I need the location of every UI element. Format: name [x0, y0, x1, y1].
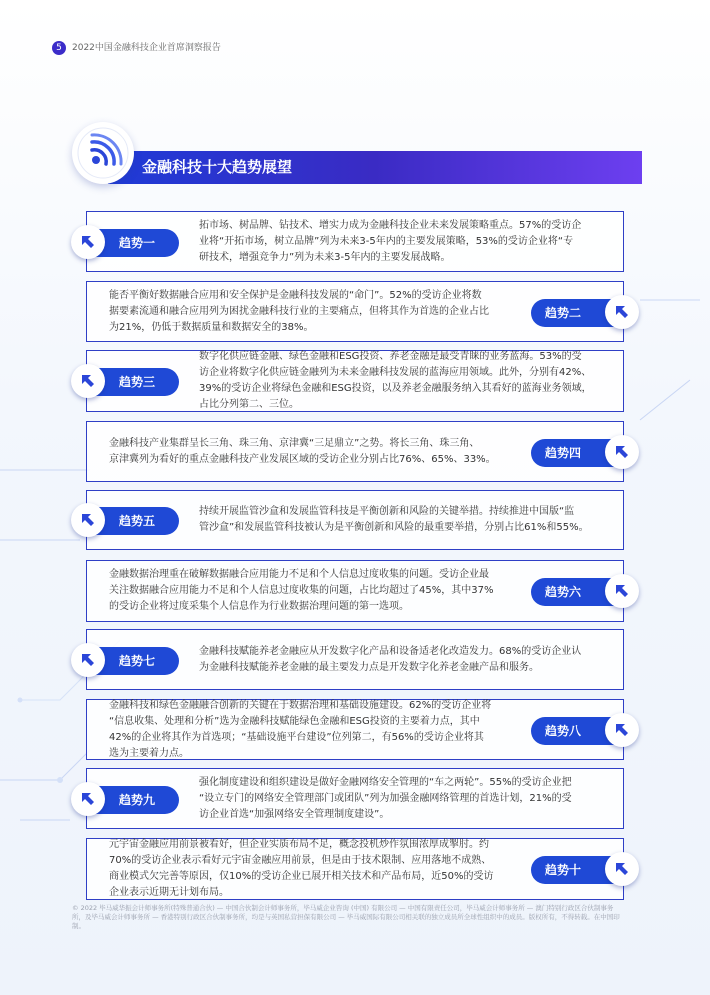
trend-description — [109, 422, 521, 481]
trend-label: 趋势九 — [119, 792, 156, 807]
trend-badge — [531, 717, 637, 745]
trend-description-line: 京津冀列为看好的重点金融科技产业发展区域的受访企业分别占比76%、65%、33%。 — [109, 453, 496, 465]
trend-description-line: 占比分列第二、三位。 — [199, 399, 299, 410]
trend-badge — [73, 647, 179, 675]
trend-description-line: 商业模式欠完善等原因，仅10%的受访企业已展开相关技术和产品布局，近50%的受访 — [109, 871, 494, 882]
trend-description — [199, 630, 613, 689]
trend-badge — [73, 368, 179, 396]
trend-badge — [73, 786, 179, 814]
trend-label: 趋势一 — [119, 235, 156, 250]
trend-row — [86, 211, 624, 272]
trend-description-line: 选为主要着力点。 — [109, 747, 189, 759]
trend-label: 趋势五 — [119, 514, 156, 528]
arrow-up-left-icon — [605, 295, 639, 329]
arrow-up-left-icon — [605, 435, 639, 469]
trend-description-line: 39%的受访企业将绿色金融和ESG投资，以及养老金融服务纳入其看好的蓝海业务领域， — [199, 383, 592, 394]
trend-label: 趋势十 — [545, 863, 582, 877]
trend-description-line: 金融科技和绿色金融融合创新的关键在于数据治理和基础设施建设。62%的受访企业将 — [109, 699, 492, 711]
arrow-up-left-icon — [71, 643, 105, 677]
trend-row — [86, 699, 624, 760]
arrow-up-left-icon — [71, 364, 105, 398]
trend-badge — [531, 578, 637, 606]
trend-row — [86, 350, 624, 412]
trend-description — [199, 351, 613, 411]
trend-badge — [531, 856, 637, 884]
trend-label: 趋势七 — [119, 653, 156, 668]
trend-description-line: 能否平衡好数据融合应用和安全保护是金融科技发展的“命门”。52%的受访企业将数 — [109, 289, 482, 301]
trend-description-line: 持续开展监管沙盒和发展监管科技是平衡创新和风险的关键举措。持续推进中国版“监 — [199, 506, 575, 517]
trend-description-line: 管沙盒”和发展监管科技被认为是平衡创新和风险的最重要举措，分别占比61%和55%。 — [199, 522, 589, 533]
arrow-up-left-icon — [605, 574, 639, 608]
trend-description-line: 金融科技赋能养老金融应从开发数字化产品和设备适老化改造发力。68%的受访企业认 — [199, 645, 582, 657]
trend-description — [199, 769, 613, 828]
footer-copyright: © 2022 毕马威华振会计师事务所(特殊普通合伙) — 中国合伙制会计师事务所，毕马威企业咨询 (中国) 有限公司 — 中国有限责任公司，毕马威会计师事务所 — 澳门特别行政区合伙制事务所，及毕马威会计师事务所 — 香港特别行政区合伙制事务所，均是与英国私营担保有限公司 — 毕马威国际有限公司相关联的独立成员所全球性组织中的成员。版权所有，不得转载。在中国印制。 — [72, 904, 620, 930]
trend-description — [199, 491, 613, 549]
trend-description-line: 访企业将数字化供应链金融列为未来金融科技发展的蓝海应用领域。此外，分别有42%、 — [199, 367, 592, 378]
trend-badge — [73, 507, 179, 535]
trend-description-line: 业将“开拓市场，树立品牌”列为未来3-5年内的主要发展策略，53%的受访企业将“专 — [199, 235, 574, 247]
trend-description — [109, 839, 521, 899]
trend-description — [109, 282, 521, 341]
trend-description — [109, 561, 521, 621]
trend-row — [86, 560, 624, 622]
arrow-up-left-icon — [605, 713, 639, 747]
trend-description-line: 拓市场、树品牌、钻技术、增实力成为金融科技企业未来发展策略重点。57%的受访企 — [199, 219, 582, 231]
trend-description-line: 为金融科技赋能养老金融的最主要发力点是开发数字化养老金融产品和服务。 — [199, 661, 539, 673]
trend-description-line: 企业表示近期无计划布局。 — [109, 887, 229, 898]
trend-description-line: 的受访企业将过度采集个人信息作为行业数据治理问题的第一选项。 — [109, 601, 409, 612]
trend-label: 趋势六 — [545, 585, 582, 599]
trend-label: 趋势三 — [119, 375, 156, 389]
section-title: 金融科技十大趋势展望 — [142, 158, 293, 176]
trend-description — [109, 700, 521, 759]
arrow-up-left-icon — [71, 782, 105, 816]
trend-label: 趋势四 — [545, 445, 582, 460]
trend-description-line: 金融科技产业集群呈长三角、珠三角、京津冀“三足鼎立”之势。将长三角、珠三角、 — [109, 437, 480, 449]
trend-row — [86, 629, 624, 690]
trend-description-line: 强化制度建设和组织建设是做好金融网络安全管理的“车之两轮”。55%的受访企业把 — [199, 776, 572, 788]
trend-description-line: 访企业首选“加强网络安全管理制度建设”。 — [199, 808, 390, 820]
trend-description-line: 70%的受访企业表示看好元宇宙金融应用前景，但是由于技术限制、应用落地不成熟、 — [109, 855, 492, 866]
arrow-up-left-icon — [71, 503, 105, 537]
report-title: 2022中国金融科技企业首席洞察报告 — [72, 43, 221, 53]
trend-row — [86, 281, 624, 342]
trend-description-line: 元宇宙金融应用前景被看好，但企业实质布局不足，概念投机炒作氛围浓厚成掣肘。约 — [109, 839, 489, 850]
trend-label: 趋势八 — [545, 723, 582, 738]
trend-description-line: 金融数据治理重在破解数据融合应用能力不足和个人信息过度收集的问题。受访企业最 — [109, 569, 489, 580]
trend-badge — [531, 299, 637, 327]
trend-row — [86, 768, 624, 829]
section-title-bar — [108, 151, 642, 184]
trend-description-line: 据要素流通和融合应用列为困扰金融科技行业的主要痛点，但将其作为首选的企业占比 — [109, 305, 489, 317]
trend-description — [199, 212, 613, 271]
arrow-up-left-icon — [71, 225, 105, 259]
trend-row — [86, 838, 624, 900]
trend-row — [86, 421, 624, 482]
trend-description-line: 42%的企业将其作为首选项；“基础设施平台建设”位列第二，有56%的受访企业将其 — [109, 731, 484, 743]
trend-description-line: 关注数据融合应用能力不足和个人信息过度收集的问题，占比均超过了45%，其中37% — [109, 585, 494, 596]
trend-badge — [73, 229, 179, 257]
trend-description-line: 为21%，仍低于数据质量和数据安全的38%。 — [109, 321, 314, 333]
trend-badge — [531, 439, 637, 467]
page-number: 5 — [52, 41, 66, 55]
trend-description-line: 研技术，增强竞争力”列为未来3-5年内的主要发展战略。 — [199, 251, 451, 263]
trend-label: 趋势二 — [545, 305, 582, 320]
trend-description-line: 数字化供应链金融、绿色金融和ESG投资、养老金融是最受青睐的业务蓝海。53%的受 — [199, 351, 582, 362]
signal-waves-icon — [72, 122, 134, 184]
trend-description-line: “信息收集、处理和分析”选为金融科技赋能绿色金融和ESG投资的主要着力点，其中 — [109, 715, 480, 727]
arrow-up-left-icon — [605, 852, 639, 886]
trend-description-line: “设立专门的网络安全管理部门或团队”列为加强金融网络管理的首选计划，21%的受 — [199, 792, 572, 804]
trend-row — [86, 490, 624, 550]
